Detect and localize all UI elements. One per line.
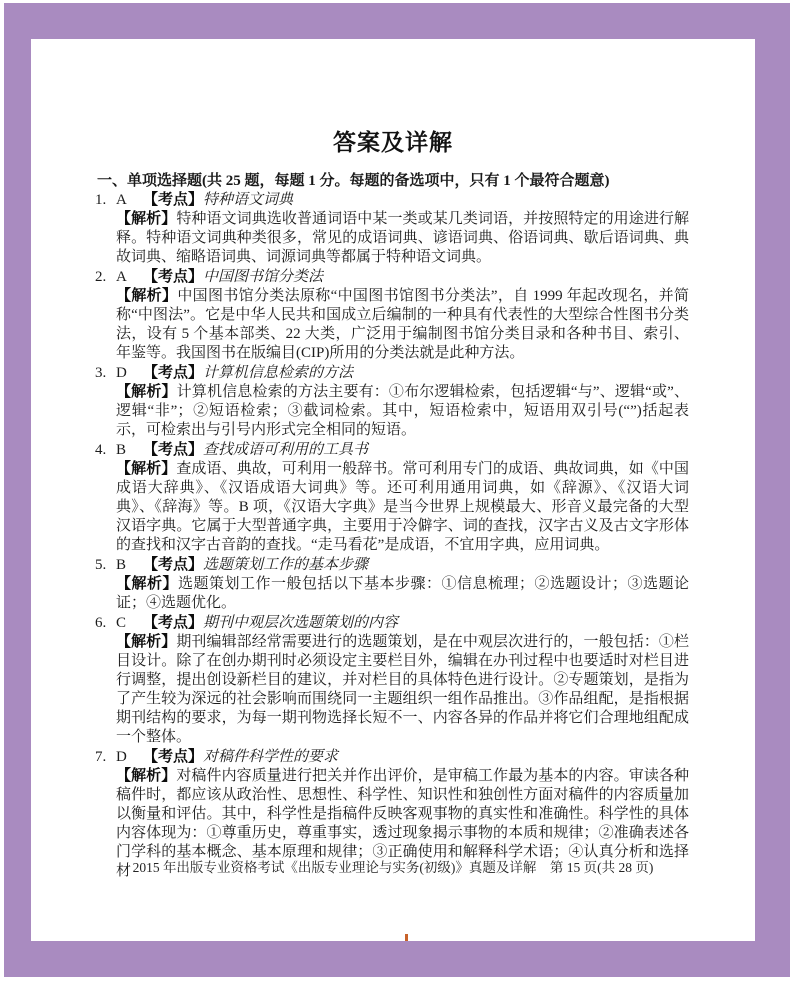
answer-item: [95, 556, 689, 613]
jiexi-label: 【解析】: [116, 211, 177, 227]
item-number: 3.: [95, 365, 107, 381]
kaodian-label: 【考点】: [143, 192, 204, 208]
item-number: 6.: [95, 615, 107, 631]
jiexi-text: 对稿件内容质量进行把关并作出评价，是审稿工作最为基本的内容。审读各种稿件时，都应该从政治性、思想性、科学性、知识性和独创性方面对稿件的内容质量加以衡量和评估。其中，科学性是指稿件反映客观事物的真实性和准确性。科学性的具体内容体现为：①尊重历史，尊重事实，透过现象揭示事物的本质和规律；②准确表述各门学科的基本概念、基本原理和规律；③正确使用和解释科学术语；④认真分析和选择材: [116, 768, 689, 879]
answer-item: [95, 268, 689, 363]
answer-letter: D: [116, 749, 127, 765]
jiexi-text: 中国图书馆分类法原称“中国图书馆图书分类法”，自 1999 年起改现名，并简称“中图法”。它是中华人民共和国成立后编制的一种具有代表性的大型综合性图书分类法，设有 5 个基本部类、22 大类，广泛用于编制图书馆分类目录和各种书目、索引、年鉴等。我国图书在版编目(CIP)所用的分类法就是此种方法。: [116, 288, 689, 361]
kaodian-line: [116, 191, 689, 210]
page-title: 答案及详解: [333, 130, 453, 155]
jiexi-text: 期刊编辑部经常需要进行的选题策划，是在中观层次进行的，一般包括：①栏目设计。除了在创办期刊时必须设定主要栏目外，编辑在办刊过程中也要适时对栏目进行调整，提出创设新栏目的建议，并对栏目的具体特色进行设计。②专题策划，是指为了产生较为深远的社会影响而围绕同一主题组织一组作品推出。③作品组配，是指根据期刊结构的要求，为每一期刊物选择长短不一、内容各异的作品并将它们合理地组配成一个整体。: [116, 634, 689, 745]
kaodian-text: 中国图书馆分类法: [203, 269, 324, 285]
answer-item: [95, 191, 689, 267]
kaodian-line: [116, 748, 689, 767]
jiexi-text: 特种语文词典选收普通词语中某一类或某几类词语，并按照特定的用途进行解释。特种语文词典种类很多，常见的成语词典、谚语词典、俗语词典、歇后语词典、典故词典、缩略语词典、词源词典等都属于特种语文词典。: [116, 211, 689, 265]
jiexi-label: 【解析】: [116, 634, 177, 650]
item-number: 1.: [95, 192, 107, 208]
page-footer: 2015 年出版专业资格考试《出版专业理论与实务(初级)》真题及详解 第 15 页(共 28 页): [132, 860, 654, 875]
answer-letter: C: [116, 615, 127, 631]
kaodian-label: 【考点】: [143, 749, 204, 765]
jiexi-paragraph: [116, 460, 689, 555]
section-heading: 一、单项选择题(共 25 题，每题 1 分。每题的备选项中，只有 1 个最符合题意): [97, 173, 610, 189]
kaodian-text: 期刊中观层次选题策划的内容: [203, 615, 399, 631]
kaodian-label: 【考点】: [143, 615, 204, 631]
jiexi-label: 【解析】: [116, 384, 177, 400]
answer-letter: A: [116, 269, 127, 285]
kaodian-label: 【考点】: [143, 365, 204, 381]
jiexi-text: 选题策划工作一般包括以下基本步骤：①信息梳理；②选题设计；③选题论证；④选题优化。: [116, 576, 689, 611]
jiexi-text: 计算机信息检索的方法主要有：①布尔逻辑检索，包括逻辑“与”、逻辑“或”、逻辑“非”；②短语检索；③截词检索。其中，短语检索中，短语用双引号(“”)括起表示，可检索出与引号内形式完全相同的短语。: [116, 384, 689, 438]
jiexi-paragraph: [116, 383, 689, 440]
kaodian-label: 【考点】: [143, 557, 204, 573]
kaodian-line: [116, 364, 689, 383]
kaodian-text: 对稿件科学性的要求: [203, 749, 339, 765]
answer-list: [95, 191, 689, 882]
kaodian-text: 计算机信息检索的方法: [203, 365, 354, 381]
answer-letter: A: [116, 192, 127, 208]
answer-item: [95, 614, 689, 747]
kaodian-text: 查找成语可利用的工具书: [203, 442, 369, 458]
item-number: 5.: [95, 557, 107, 573]
binding-tick-mark: [405, 934, 408, 941]
kaodian-line: [116, 441, 689, 460]
kaodian-text: 选题策划工作的基本步骤: [203, 557, 369, 573]
jiexi-label: 【解析】: [116, 288, 178, 304]
answer-letter: B: [116, 557, 127, 573]
answer-letter: D: [116, 365, 127, 381]
answer-page: [31, 39, 755, 941]
kaodian-text: 特种语文词典: [203, 192, 294, 208]
jiexi-paragraph: [116, 287, 689, 363]
answer-item: [95, 441, 689, 555]
jiexi-paragraph: [116, 633, 689, 747]
kaodian-label: 【考点】: [143, 269, 204, 285]
kaodian-label: 【考点】: [143, 442, 204, 458]
kaodian-line: [116, 614, 689, 633]
kaodian-line: [116, 556, 689, 575]
jiexi-paragraph: [116, 575, 689, 613]
answer-item: [95, 364, 689, 440]
item-number: 4.: [95, 442, 107, 458]
jiexi-paragraph: [116, 210, 689, 267]
item-number: 2.: [95, 269, 107, 285]
jiexi-label: 【解析】: [116, 461, 177, 477]
item-number: 7.: [95, 749, 107, 765]
kaodian-line: [116, 268, 689, 287]
answer-letter: B: [116, 442, 127, 458]
jiexi-text: 查成语、典故，可利用一般辞书。常可利用专门的成语、典故词典，如《中国成语大辞典》、《汉语成语大词典》等。还可利用通用词典，如《辞源》、《汉语大词典》、《辞海》等。B 项，《汉语大字典》是当今世界上规模最大、形音义最完备的大型汉语字典。它属于大型普通字典，主要用于冷僻字、词的查找，汉字古义及古文字形体的查找和汉字古音韵的查找。“走马看花”是成语，不宜用字典，应用词典。: [116, 461, 689, 553]
jiexi-label: 【解析】: [116, 576, 178, 592]
jiexi-label: 【解析】: [116, 768, 177, 784]
